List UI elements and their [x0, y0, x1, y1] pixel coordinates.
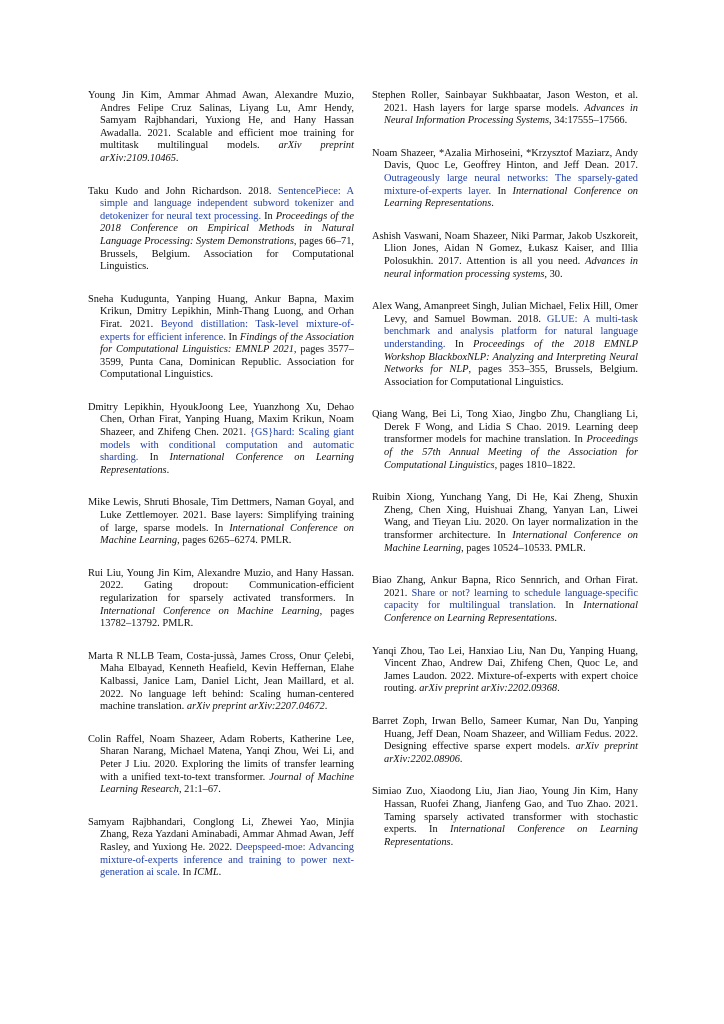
reference-title: On layer normalization in the transformer architecture. — [384, 517, 638, 542]
reference-authors: Rui Liu, Young Jin Kim, Alexandre Muzio, and Hany Hassan. 2022. — [88, 567, 354, 592]
reference-authors: Colin Raffel, Noam Shazeer, Adam Roberts, Katherine Lee, Sharan Narang, Michael Matena, Yanqi Zhou, Wei Li, and Peter J Liu. 2020. — [88, 733, 354, 770]
reference-title-link[interactable]: Beyond distillation: Task-level mixture-of-experts for efficient inference. — [100, 318, 354, 343]
reference-entry — [372, 231, 638, 281]
reference-title: No language left behind: Scaling human-centered machine translation. — [100, 688, 354, 713]
reference-authors: Stephen Roller, Sainbayar Sukhbaatar, Jason Weston, et al. 2021. — [372, 90, 638, 114]
reference-entry — [88, 497, 354, 547]
reference-title: Base layers: Simplifying training of large, sparse models. — [100, 510, 354, 534]
reference-entry — [372, 716, 638, 766]
reference-venue-suffix: , pages 66–71, Brussels, Belgium. Association for Computational Linguistics. — [100, 235, 354, 273]
reference-title-link[interactable]: Deepspeed-moe: Advancing mixture-of-experts inference and training to power next-generation ai scale. — [100, 841, 354, 879]
reference-venue: International Conference on Machine Learning — [100, 605, 320, 617]
reference-venue-prefix: In — [149, 452, 159, 464]
reference-venue: Proceedings of the 57th Annual Meeting of the Association for Computational Linguistics — [384, 434, 638, 471]
reference-venue-suffix: . — [324, 701, 328, 713]
reference-authors: Yanqi Zhou, Tao Lei, Hanxiao Liu, Nan Du, Yanping Huang, Vincent Zhao, Andrew Dai, Zhifeng Chen, Quoc Le, and James Laudon. 2022. — [372, 645, 638, 682]
reference-entry — [372, 646, 638, 696]
reference-venue-suffix: , pages 3577–3599, Punta Cana, Dominican Republic. Association for Computational Linguistics. — [100, 344, 354, 381]
reference-title: Gating dropout: Communication-efficient regularization for sparsely activated transformers. — [100, 580, 354, 604]
reference-venue-prefix: In — [497, 530, 506, 542]
reference-venue: International Conference on Learning Representations — [100, 452, 354, 476]
reference-venue: International Conference on Learning Representations — [384, 185, 639, 210]
reference-title: Taming sparsely activated transformer with stochastic experts. — [384, 811, 638, 836]
reference-venue: Proceedings of the 2018 EMNLP Workshop BlackboxNLP: Analyzing and Interpreting Neural Networks for NLP — [384, 338, 638, 376]
reference-venue-suffix: , pages 1810–1822. — [494, 459, 576, 471]
reference-authors: Young Jin Kim, Ammar Ahmad Awan, Alexandre Muzio, Andres Felipe Cruz Salinas, Liyang Lu, Amr Hendy, Samyam Rajbhandari, Yuxiong He, and Hany Hassan Awadalla. 2021. — [88, 90, 354, 139]
reference-venue-prefix: In — [497, 185, 507, 197]
reference-entry — [88, 817, 354, 880]
reference-venue: arXiv preprint arXiv:2109.10465 — [100, 140, 354, 164]
reference-authors: Qiang Wang, Bei Li, Tong Xiao, Jingbo Zhu, Changliang Li, Derek F Wong, and Lidia S Chao. 2019. — [372, 409, 638, 433]
reference-venue-prefix: In — [345, 593, 354, 604]
reference-venue-prefix: In — [454, 338, 464, 350]
reference-venue-suffix: , 34:17555–17566. — [549, 115, 628, 127]
references-right-column — [372, 90, 638, 869]
reference-entry — [88, 402, 354, 478]
reference-title: Scalable and efficient moe training for multitask multilingual models. — [100, 127, 354, 152]
reference-authors: Biao Zhang, Ankur Bapna, Rico Sennrich, and Orhan Firat. 2021. — [372, 575, 638, 599]
reference-venue: Journal of Machine Learning Research — [100, 771, 354, 796]
reference-entry — [372, 90, 638, 128]
reference-title-link[interactable]: Outrageously large neural networks: The sparsely-gated mixture-of-experts layer. — [384, 172, 638, 197]
reference-venue: Findings of the Association for Computational Linguistics: EMNLP 2021 — [100, 331, 354, 356]
reference-entry — [88, 294, 354, 382]
reference-venue-suffix: . — [218, 867, 222, 879]
reference-venue-suffix: . — [175, 152, 179, 164]
reference-authors: Marta R NLLB Team, Costa-jussà, James Cross, Onur Çelebi, Maha Elbayad, Kenneth Heafield, Kevin Heffernan, Elahe Kalbassi, Janice Lam, Daniel Licht, Jean Maillard, et al. 2022. — [88, 650, 354, 700]
reference-venue: International Conference on Machine Learning — [100, 522, 354, 547]
reference-venue-prefix: In — [214, 522, 224, 534]
reference-entry — [88, 568, 354, 631]
reference-venue-prefix: In — [228, 331, 238, 343]
reference-authors: Simiao Zuo, Xiaodong Liu, Jian Jiao, Young Jin Kim, Hany Hassan, Ruofei Zhang, Jianfeng Gao, and Tuo Zhao. 2021. — [372, 786, 638, 810]
reference-authors: Noam Shazeer, *Azalia Mirhoseini, *Krzysztof Maziarz, Andy Davis, Quoc Le, Geoffrey Hinton, and Jeff Dean. 2017. — [372, 147, 638, 172]
reference-venue: International Conference on Learning Representations — [384, 824, 638, 848]
reference-authors: Samyam Rajbhandari, Conglong Li, Zhewei Yao, Minjia Zhang, Reza Yazdani Aminabadi, Ammar Ahmad Awan, Jeff Rasley, and Yuxiong He. 2022. — [88, 816, 354, 853]
reference-title: Exploring the limits of transfer learning with a unified text-to-text transformer. — [100, 758, 354, 783]
reference-venue-prefix: In — [264, 210, 273, 222]
reference-title-link[interactable]: Share or not? learning to schedule language-specific capacity for multilingual translation. — [384, 587, 638, 612]
reference-venue-suffix: . — [557, 683, 560, 695]
reference-venue: International Conference on Learning Representations — [384, 600, 639, 624]
reference-authors: Sneha Kudugunta, Yanping Huang, Ankur Bapna, Maxim Krikun, Dmitry Lepikhin, Minh-Thang Luong, and Orhan Firat. 2021. — [88, 293, 354, 330]
reference-authors: Ruibin Xiong, Yunchang Yang, Di He, Kai Zheng, Shuxin Zheng, Chen Xing, Huishuai Zhang, Yanyan Lan, Liwei Wang, and Tieyan Liu. 2020. — [372, 492, 638, 529]
reference-venue-suffix: , 21:1–67. — [178, 784, 221, 796]
reference-authors: Alex Wang, Amanpreet Singh, Julian Michael, Felix Hill, Omer Levy, and Samuel Bowman. 2018. — [372, 301, 638, 325]
reference-entry — [372, 492, 638, 555]
reference-entry — [88, 651, 354, 714]
reference-venue-suffix: , pages 10524–10533. PMLR. — [461, 542, 586, 554]
reference-authors: Ashish Vaswani, Noam Shazeer, Niki Parmar, Jakob Uszkoreit, Llion Jones, Aidan N Gomez, Łukasz Kaiser, and Illia Polosukhin. 2017. — [372, 230, 638, 267]
reference-venue: International Conference on Machine Learning — [384, 530, 638, 554]
reference-entry — [88, 734, 354, 797]
reference-venue: arXiv preprint arXiv:2202.08906 — [384, 741, 638, 765]
reference-authors: Mike Lewis, Shruti Bhosale, Tim Dettmers, Naman Goyal, and Luke Zettlemoyer. 2021. — [88, 497, 354, 522]
reference-venue-prefix: In — [428, 824, 438, 836]
reference-entry — [372, 301, 638, 389]
reference-venue: ICML — [193, 867, 219, 879]
reference-venue-suffix: . — [491, 198, 494, 210]
reference-title: Attention is all you need. — [466, 255, 581, 267]
reference-authors: Taku Kudo and John Richardson. 2018. — [88, 185, 272, 197]
reference-title: Designing effective sparse expert models. — [384, 741, 570, 753]
reference-venue-suffix: , pages 13782–13792. PMLR. — [100, 605, 354, 630]
reference-venue-prefix: In — [182, 867, 192, 879]
reference-title-link[interactable]: {GS}hard: Scaling giant models with conditional computation and automatic sharding. — [100, 427, 354, 464]
reference-entry — [372, 786, 638, 849]
reference-title-link[interactable]: SentencePiece: A simple and language independent subword tokenizer and detokenizer for neural text processing. — [100, 185, 354, 222]
reference-title: Mixture-of-experts with expert choice routing. — [384, 670, 638, 695]
reference-venue: Advances in Neural Information Processing Systems — [384, 102, 638, 127]
reference-venue: arXiv preprint arXiv:2202.09368 — [419, 683, 558, 695]
reference-entry — [372, 148, 638, 211]
reference-venue-suffix: . — [450, 836, 454, 848]
reference-venue: Advances in neural information processing systems — [384, 255, 638, 280]
reference-venue-suffix: . — [554, 613, 557, 624]
reference-authors: Dmitry Lepikhin, HyoukJoong Lee, Yuanzhong Xu, Dehao Chen, Orhan Firat, Yanping Huang, Maxim Krikun, Noam Shazeer, and Zhifeng Chen. 2021. — [88, 401, 354, 439]
reference-venue-suffix: , pages 6265–6274. PMLR. — [177, 535, 292, 547]
reference-entry — [88, 186, 354, 274]
reference-venue-prefix: In — [574, 434, 583, 446]
reference-venue-suffix: . — [166, 464, 170, 476]
reference-title: Learning deep transformer models for machine translation. — [384, 421, 639, 446]
references-left-column — [88, 90, 354, 900]
reference-venue-suffix: , 30. — [544, 268, 563, 280]
reference-authors: Barret Zoph, Irwan Bello, Sameer Kumar, Nan Du, Yanping Huang, Jeff Dean, Noam Shazeer, and William Fedus. 2022. — [372, 715, 638, 740]
reference-entry — [372, 409, 638, 472]
reference-venue: Proceedings of the 2018 Conference on Empirical Methods in Natural Language Processing: System Demonstrations — [100, 210, 354, 247]
reference-entry — [88, 90, 354, 166]
reference-venue: arXiv preprint arXiv:2207.04672 — [186, 701, 325, 713]
reference-venue-suffix: , pages 353–355, Brussels, Belgium. Association for Computational Linguistics. — [384, 364, 638, 388]
reference-title-link[interactable]: GLUE: A multi-task benchmark and analysis platform for natural language understanding. — [384, 313, 638, 350]
reference-venue-prefix: In — [565, 600, 574, 612]
reference-entry — [372, 575, 638, 625]
reference-title: Hash layers for large sparse models. — [413, 102, 579, 114]
reference-venue-suffix: . — [459, 753, 463, 765]
